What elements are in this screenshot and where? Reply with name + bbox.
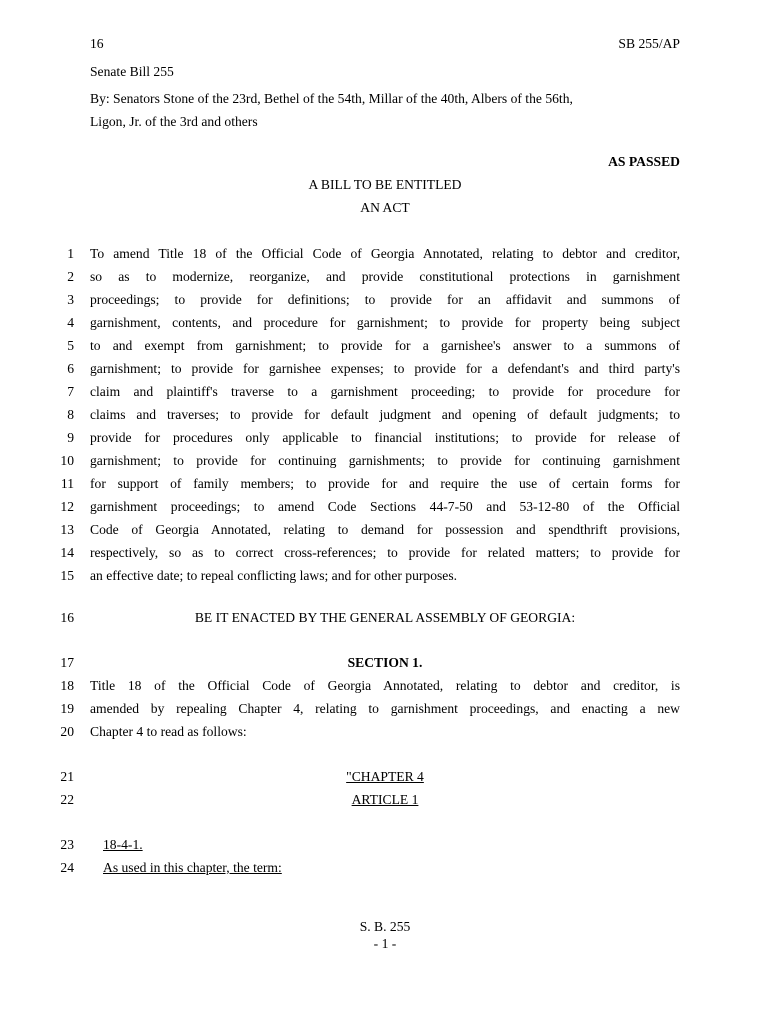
sponsors-line-1: By: Senators Stone of the 23rd, Bethel of the 54th, Millar of the 40th, Albers of the 56th, <box>90 91 573 106</box>
line-number: 18 <box>60 678 74 693</box>
section-heading <box>0 655 770 678</box>
line-number: 24 <box>60 860 74 875</box>
numbered-line <box>0 292 770 315</box>
line-text: for support of family members; to provide for and require the use of certain forms for <box>90 476 680 491</box>
line-number: 3 <box>67 292 74 307</box>
line-text: To amend Title 18 of the Official Code of Georgia Annotated, relating to debtor and creditor, <box>90 246 680 261</box>
numbered-line <box>0 701 770 724</box>
line-text: to and exempt from garnishment; to provide for a garnishee's answer to a summons of <box>90 338 680 353</box>
numbered-line <box>0 453 770 476</box>
line-number: 16 <box>60 610 74 625</box>
line-number: 11 <box>60 476 74 491</box>
numbered-line <box>0 361 770 384</box>
line-text: garnishment; to provide for continuing garnishments; to provide for continuing garnishment <box>90 453 680 468</box>
chapter-title: "CHAPTER 4 <box>346 769 424 784</box>
line-text: amended by repealing Chapter 4, relating to garnishment proceedings, and enacting a new <box>90 701 680 716</box>
line-number: 8 <box>67 407 74 422</box>
line-number: 5 <box>67 338 74 353</box>
line-number: 23 <box>60 837 74 852</box>
line-text: claims and traverses; to provide for default judgment and opening of default judgments; to <box>90 407 680 422</box>
line-text: garnishment; to provide for garnishee expenses; to provide for a defendant's and third party's <box>90 361 680 376</box>
line-text: Code of Georgia Annotated, relating to demand for possession and spendthrift provisions, <box>90 522 680 537</box>
page-number: 16 <box>90 36 104 51</box>
line-number: 20 <box>60 724 74 739</box>
numbered-line <box>0 338 770 361</box>
numbered-line <box>0 499 770 522</box>
code-section-number: 18-4-1. <box>103 837 143 852</box>
line-number: 6 <box>67 361 74 376</box>
status-label: AS PASSED <box>608 154 680 169</box>
line-text: proceedings; to provide for definitions; to provide for an affidavit and summons of <box>90 292 680 307</box>
line-text: an effective date; to repeal conflicting laws; and for other purposes. <box>90 568 458 583</box>
line-text: claim and plaintiff's traverse to a garnishment proceeding; to provide for procedure for <box>90 384 680 399</box>
line-number: 1 <box>67 246 74 261</box>
line-text: provide for procedures only applicable to financial institutions; to provide for release of <box>90 430 680 445</box>
numbered-line <box>0 430 770 453</box>
sponsors <box>90 87 573 133</box>
line-text: Chapter 4 to read as follows: <box>90 724 247 739</box>
article-heading <box>0 792 770 815</box>
numbered-line <box>0 568 770 591</box>
line-text: Title 18 of the Official Code of Georgia Annotated, relating to debtor and creditor, is <box>90 678 680 693</box>
line-text: garnishment, contents, and procedure for garnishment; to provide for property being subject <box>90 315 680 330</box>
line-number: 21 <box>60 769 74 784</box>
numbered-line <box>0 522 770 545</box>
numbered-line <box>0 545 770 568</box>
numbered-line <box>0 315 770 338</box>
sponsors-line-2: Ligon, Jr. of the 3rd and others <box>90 114 258 129</box>
footer-bill: S. B. 255 <box>359 919 411 934</box>
numbered-line <box>0 384 770 407</box>
line-text: garnishment proceedings; to amend Code Sections 44-7-50 and 53-12-80 of the Official <box>90 499 680 514</box>
line-number: 19 <box>60 701 74 716</box>
line-number: 9 <box>67 430 74 445</box>
bill-heading: A BILL TO BE ENTITLED <box>308 177 462 192</box>
numbered-line <box>0 246 770 269</box>
line-number: 22 <box>60 792 74 807</box>
section-title: SECTION 1. <box>347 655 423 670</box>
line-number: 17 <box>60 655 74 670</box>
line-number: 15 <box>60 568 74 583</box>
enacting-clause <box>0 610 770 633</box>
definition-text: As used in this chapter, the term: <box>103 860 282 875</box>
enacting-text: BE IT ENACTED BY THE GENERAL ASSEMBLY OF GEORGIA: <box>194 610 576 625</box>
line-number: 12 <box>60 499 74 514</box>
footer-page: - 1 - <box>373 936 397 951</box>
chapter-heading <box>0 769 770 792</box>
act-heading: AN ACT <box>360 200 410 215</box>
definition-intro <box>0 860 770 883</box>
numbered-line <box>0 678 770 701</box>
line-number: 14 <box>60 545 74 560</box>
numbered-line <box>0 269 770 292</box>
line-text: so as to modernize, reorganize, and provide constitutional protections in garnishment <box>90 269 680 284</box>
bill-code: SB 255/AP <box>618 36 680 51</box>
line-number: 13 <box>60 522 74 537</box>
numbered-line <box>0 407 770 430</box>
line-number: 7 <box>67 384 74 399</box>
line-text: respectively, so as to correct cross-references; to provide for related matters; to provide for <box>90 545 680 560</box>
numbered-line <box>0 476 770 499</box>
line-number: 4 <box>67 315 74 330</box>
article-title: ARTICLE 1 <box>351 792 419 807</box>
bill-title: Senate Bill 255 <box>90 64 174 79</box>
code-section-heading <box>0 837 770 860</box>
line-number: 10 <box>60 453 74 468</box>
line-number: 2 <box>67 269 74 284</box>
numbered-line <box>0 724 770 747</box>
